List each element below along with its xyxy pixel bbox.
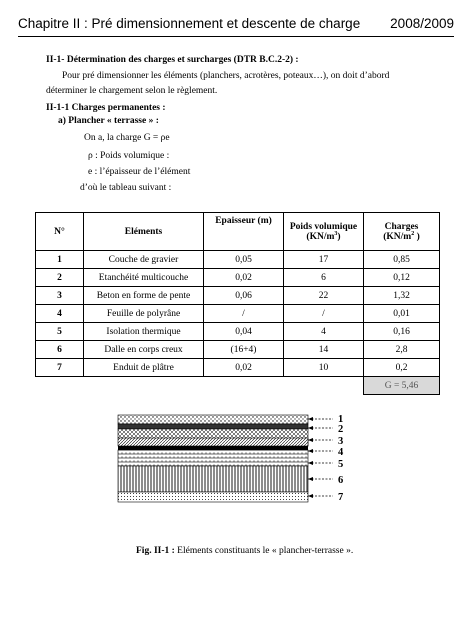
row-unit-weight: /: [284, 305, 364, 323]
figure-caption: Fig. II-1 : Eléments constituants le « plancher-terrasse ».: [136, 546, 354, 556]
row-load: 0,16: [364, 323, 440, 341]
header-loads: Charges ($KN/m^2$ ): [364, 213, 440, 251]
row-load: 0,85: [364, 251, 440, 269]
subsection-heading: II-1-1 Charges permanentes :: [46, 103, 166, 113]
layer-label-3: 3: [338, 436, 344, 447]
layer-label-6: 6: [338, 475, 344, 486]
row-unit-weight: 6: [284, 269, 364, 287]
row-element: Couche de gravier: [84, 251, 204, 269]
layer-polyrane-sheet: [118, 446, 308, 450]
row-number: 1: [36, 251, 84, 269]
layer-label-7: 7: [338, 492, 344, 503]
layer-thermal-insulation: [118, 450, 308, 466]
row-load: 2,8: [364, 341, 440, 359]
layer-gravel: [118, 415, 308, 424]
academic-year: 2008/2009: [390, 16, 454, 31]
layer-slope-base: [118, 438, 308, 446]
intro-line-1: Pour pré dimensionner les éléments (planchers, acrotères, poteaux…), on doit d’abord: [62, 71, 390, 81]
row-element: Enduit de plâtre: [84, 359, 204, 377]
row-thickness: 0,05: [204, 251, 284, 269]
row-element: Etanchéité multicouche: [84, 269, 204, 287]
header-unit-weight: Poids volumique $(KN/m^3)$: [284, 213, 364, 251]
row-number: 6: [36, 341, 84, 359]
row-unit-weight: 14: [284, 341, 364, 359]
header-number: N°: [36, 213, 84, 251]
row-number: 3: [36, 287, 84, 305]
item-a-heading: a) Plancher « terrasse » :: [58, 116, 159, 126]
row-load: 1,32: [364, 287, 440, 305]
row-load: 0,01: [364, 305, 440, 323]
row-thickness: 0,06: [204, 287, 284, 305]
row-thickness: 0,02: [204, 269, 284, 287]
row-load: 0,12: [364, 269, 440, 287]
layer-label-5: 5: [338, 459, 344, 470]
row-unit-weight: 4: [284, 323, 364, 341]
row-number: 7: [36, 359, 84, 377]
layer-hollow-slab: [118, 466, 308, 492]
thickness-definition: e : l’épaisseur de l’élément: [88, 167, 191, 177]
layer-label-2: 2: [338, 424, 344, 435]
row-thickness: /: [204, 305, 284, 323]
section-heading: II-1- Détermination des charges et surcharges (DTR B.C.2-2) :: [46, 55, 299, 65]
chapter-title: Chapitre II : Pré dimensionnement et descente de charge: [18, 16, 361, 31]
row-element: Dalle en corps creux: [84, 341, 204, 359]
layer-plaster: [118, 492, 308, 502]
layer-waterproofing: [118, 424, 308, 429]
row-thickness: 0,04: [204, 323, 284, 341]
row-thickness: 0,02: [204, 359, 284, 377]
row-element: Beton en forme de pente: [84, 287, 204, 305]
total-load: G = 5,46: [364, 377, 440, 395]
row-number: 2: [36, 269, 84, 287]
header-elements: Eléments: [84, 213, 204, 251]
row-unit-weight: 22: [284, 287, 364, 305]
rho-definition: ρ : Poids volumique :: [88, 151, 170, 161]
row-unit-weight: 10: [284, 359, 364, 377]
layer-label-4: 4: [338, 447, 344, 458]
layer-label-1: 1: [338, 414, 344, 425]
header-thickness: Epaisseur (m): [204, 213, 284, 251]
charge-formula: On a, la charge G = ρe: [84, 133, 170, 143]
row-unit-weight: 17: [284, 251, 364, 269]
row-element: Isolation thermique: [84, 323, 204, 341]
row-number: 4: [36, 305, 84, 323]
row-thickness: (16+4): [204, 341, 284, 359]
row-load: 0,2: [364, 359, 440, 377]
row-element: Feuille de polyrâne: [84, 305, 204, 323]
row-number: 5: [36, 323, 84, 341]
table-intro: d’où le tableau suivant :: [80, 183, 172, 193]
intro-line-2: déterminer le chargement selon le règlement.: [46, 86, 218, 96]
